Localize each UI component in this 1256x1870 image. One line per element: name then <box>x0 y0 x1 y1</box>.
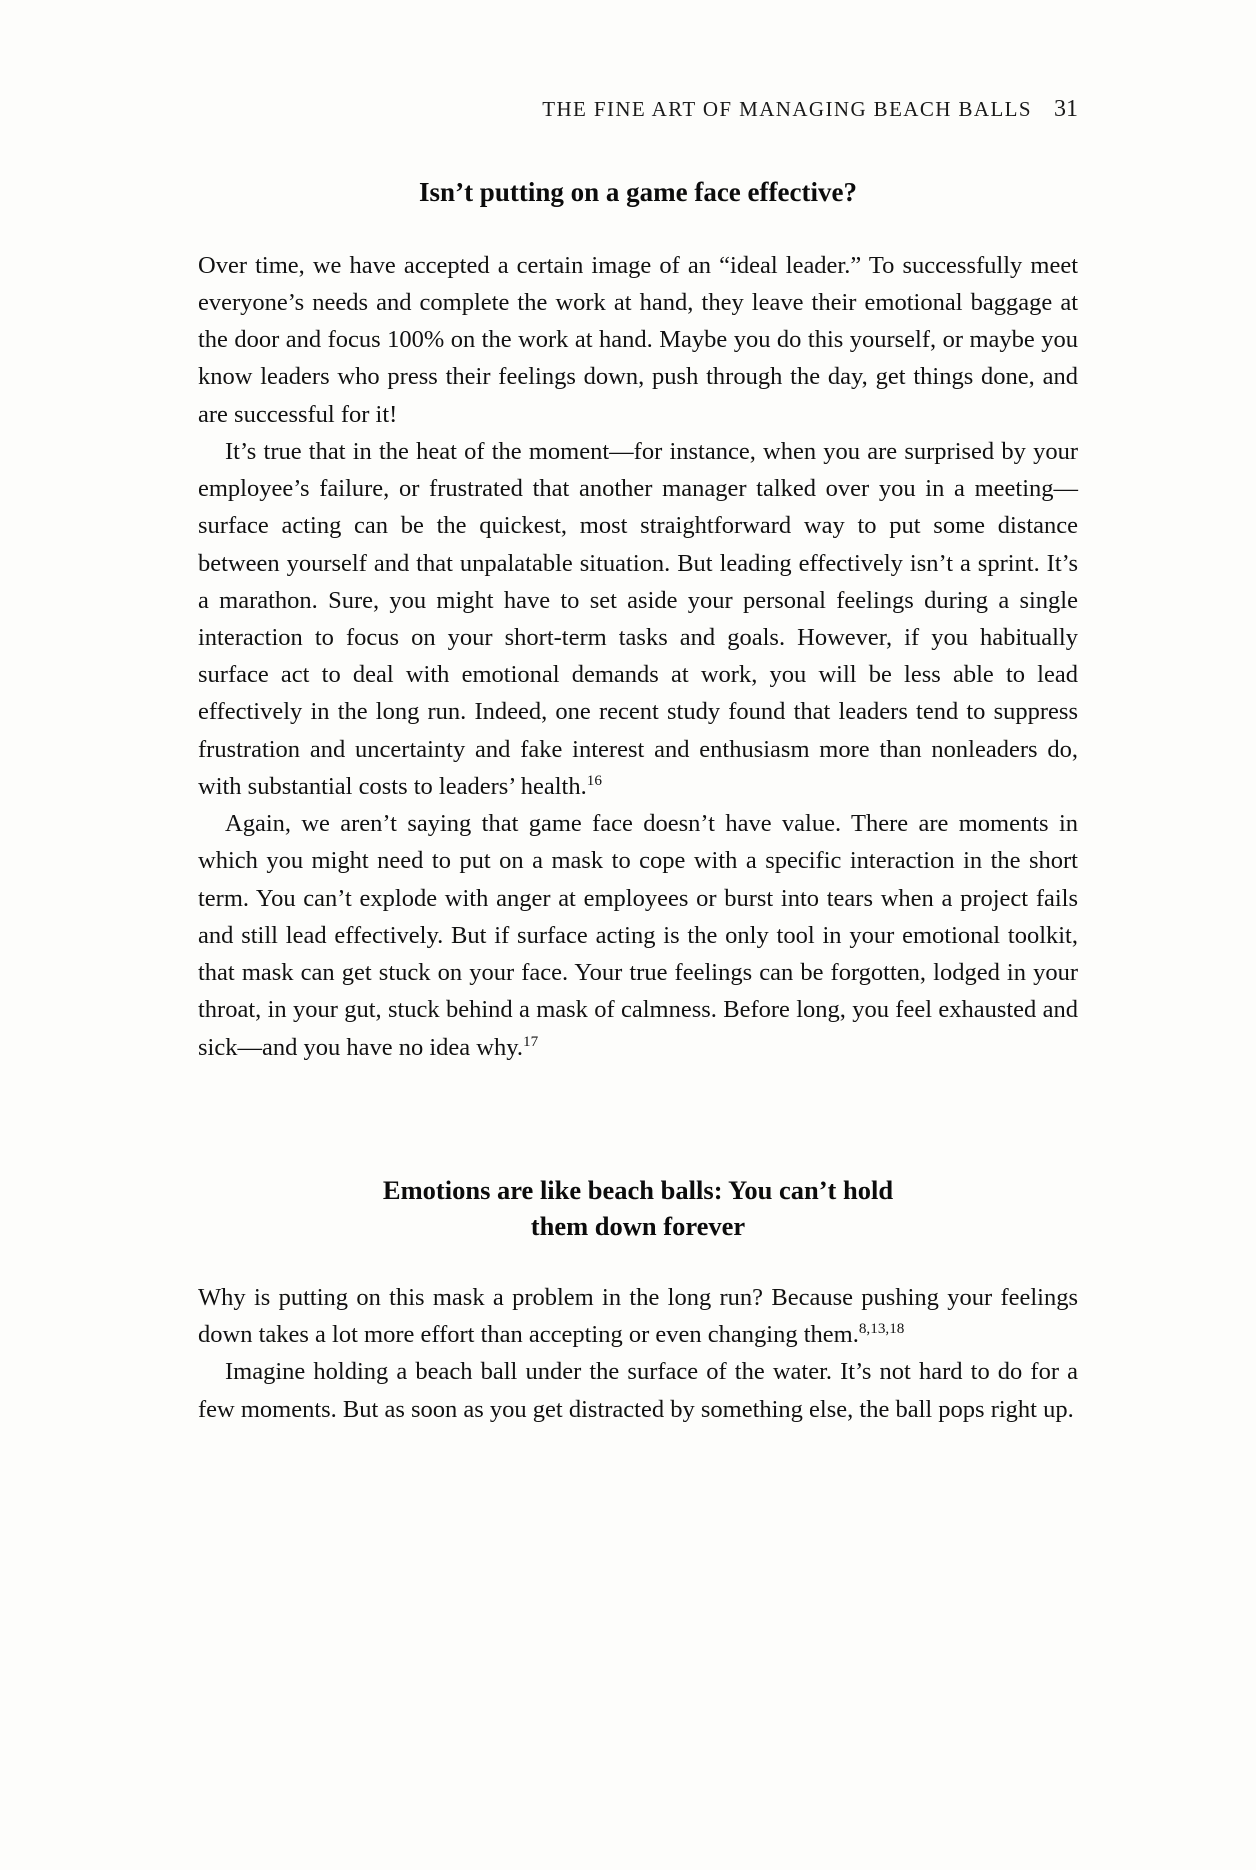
section-heading-1: Isn’t putting on a game face effective? <box>419 177 857 207</box>
paragraph-2 <box>198 433 1078 805</box>
page-content <box>198 96 1078 1428</box>
running-head <box>198 96 1078 123</box>
section-heading-2 <box>198 1172 1078 1245</box>
paragraph-2-text: It’s true that in the heat of the moment—for instance, when you are surprised by your employee’s failure, or frustrated that another manager talked over you in a meeting—surface acting can be the quickest, most straightforward way to put some distance between yourself and that unpalatable situation. But leading effectively isn’t a sprint. It’s a marathon. Sure, you might have to set aside your personal feelings during a single interaction to focus on your short-term tasks and goals. However, if you habitually surface act to deal with emotional demands at work, you will be less able to lead effectively in the long run. Indeed, one recent study found that leaders tend to suppress frustration and uncertainty and fake interest and enthusiasm more than nonleaders do, with substantial costs to leaders’ health. <box>198 437 1078 800</box>
paragraph-1: Over time, we have accepted a certain image of an “ideal leader.” To successfully meet everyone’s needs and complete the work at hand, they leave their emotional baggage at the door and focus 100% on the work at hand. Maybe you do this yourself, or maybe you know leaders who press their feelings down, push through the day, get things done, and are successful for it! <box>198 251 1078 428</box>
paragraph-3 <box>198 805 1078 1066</box>
paragraph-3-text: Again, we aren’t saying that game face doesn’t have value. There are moments in which you might need to put on a mask to cope with a specific interaction in the short term. You can’t explode with anger at employees or burst into tears when a project fails and still lead effectively. But if surface acting is the only tool in your emotional toolkit, that mask can get stuck on your face. Your true feelings can be forgotten, lodged in your throat, in your gut, stuck behind a mask of calmness. Before long, you feel exhausted and sick—and you have no idea why. <box>198 810 1078 1061</box>
paragraph-4 <box>198 1279 1078 1353</box>
footnote-marker-81318: 8,13,18 <box>858 1319 905 1337</box>
page-number: 31 <box>1054 96 1078 122</box>
footnote-marker-16: 16 <box>586 771 602 789</box>
paragraph-4-text: Why is putting on this mask a problem in the long run? Because pushing your feelings down takes a lot more effort than accepting or even changing them. <box>198 1283 1078 1349</box>
section-heading-2-line2: them down forever <box>530 1211 746 1242</box>
paragraph-5: Imagine holding a beach ball under the surface of the water. It’s not hard to do for a few moments. But as soon as you get distracted by something else, the ball pops right up. <box>198 1358 1078 1423</box>
section-heading-2-line1: Emotions are like beach balls: You can’t hold <box>382 1174 894 1205</box>
running-head-title: THE FINE ART OF MANAGING BEACH BALLS <box>542 97 1032 121</box>
footnote-marker-17: 17 <box>523 1032 539 1050</box>
